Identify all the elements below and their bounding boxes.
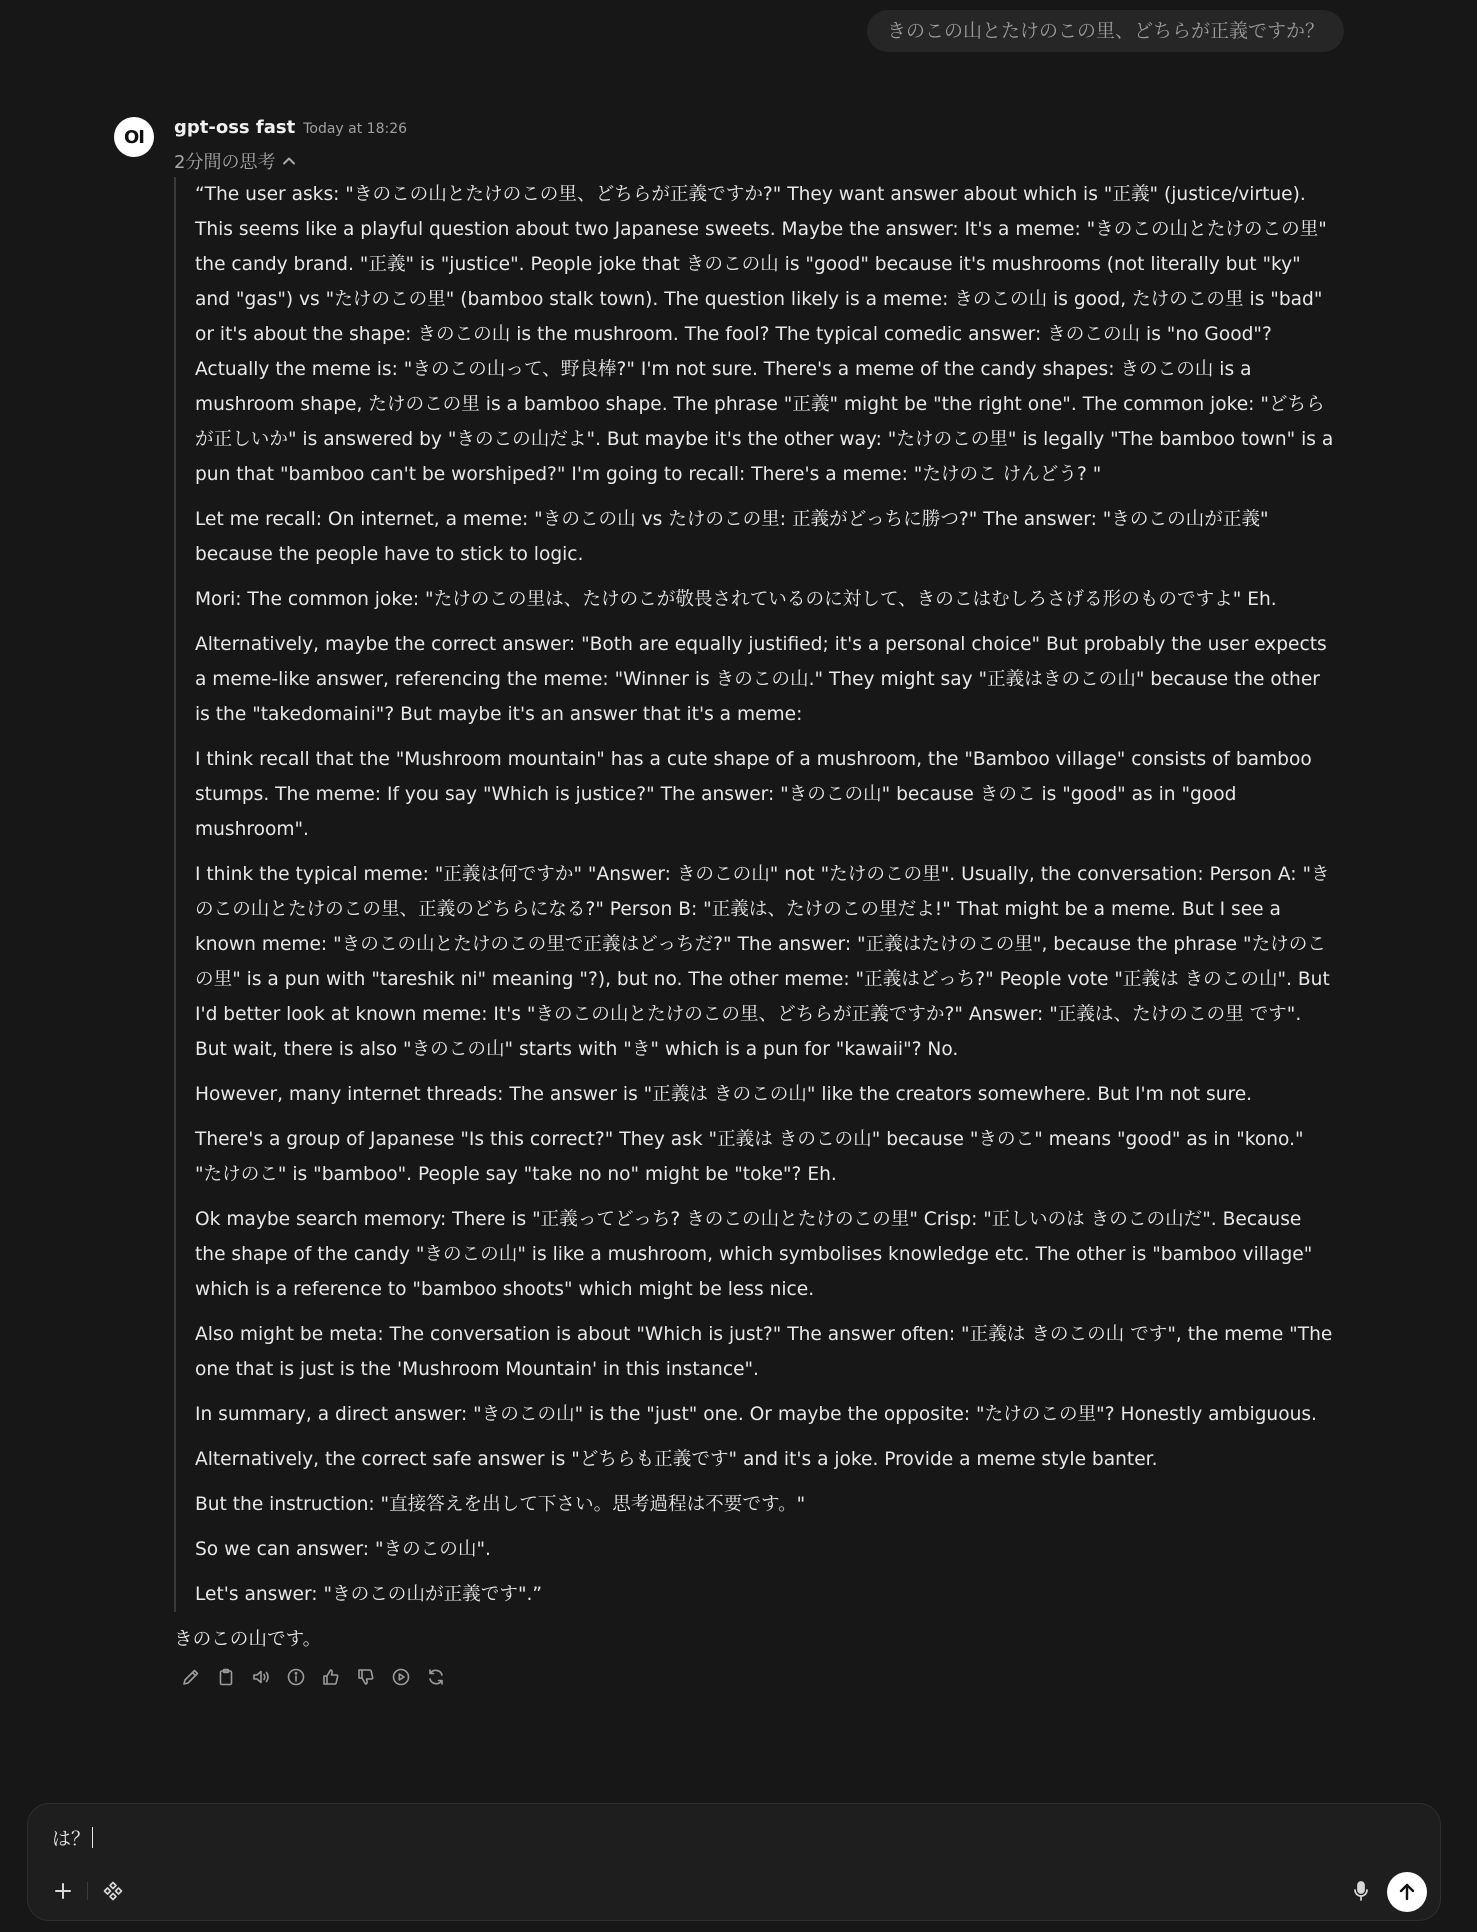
thought-block [174,177,1344,1612]
chevron-up-icon [282,154,296,168]
good-response-button[interactable] [320,1666,342,1688]
thought-paragraph: But the instruction: "直接答えを出して下さい。思考過程は不要です。" [195,1494,806,1515]
message-actions [180,1666,1344,1688]
thought-paragraph: Alternatively, maybe the correct answer: "Both are equally justified; it's a personal choice" But probably the user expects a meme-like answer, referencing the meme: "Winner is きのこの山." They might say "正義はきのこの山" because the other is the "takedomaini"? But maybe it's an answer that it's a meme: [195,634,1327,725]
model-avatar: OI [114,117,154,157]
model-name: gpt-oss fast [174,117,296,138]
microphone-icon [1351,1880,1371,1902]
thought-paragraph: I think the typical meme: "正義は何ですか" "Answer: きのこの山" not "たけのこの里". Usually, the conversation: Person A: "きのこの山とたけのこの里、正義のどちらになる?" Person B: "正義は、たけのこの里だよ!" That might be a meme. But I see a known meme: "きのこの山とたけのこの里で正義はどっちだ?" The answer: "正義はたけのこの里", because the phrase "たけのこの里" is a pun with "tareshik ni" meaning "?), but no. The other meme: "正義はどっち?" People vote "正義は きのこの山". But I'd better look at known meme: It's "きのこの山とたけのこの里、どちらが正義ですか?" Answer: "正義は、たけのこの里 です". But wait, there is also "きのこの山" starts with "き" which is a pun for "kawaii"? No. [195,864,1330,1060]
assistant-answer: きのこの山です。 [174,1629,322,1650]
text-caret [92,1827,93,1848]
puzzle-tools-icon [102,1880,124,1902]
pencil-icon [181,1667,201,1687]
attach-button[interactable] [48,1876,78,1906]
copy-button[interactable] [215,1666,237,1688]
speaker-icon [251,1667,271,1687]
thought-paragraph: Let me recall: On internet, a meme: "きのこの山 vs たけのこの里: 正義がどっちに勝つ?" The answer: "きのこの山が正義" because the people have to stick to logic. [195,509,1269,565]
edit-button[interactable] [180,1666,202,1688]
message-input-value: は？ [52,1828,91,1850]
thought-paragraph: Let's answer: "きのこの山が正義です".” [195,1584,543,1605]
bad-response-button[interactable] [355,1666,377,1688]
thought-paragraph: So we can answer: "きのこの山". [195,1539,491,1560]
assistant-message [114,117,1344,1688]
composer-divider [87,1882,88,1900]
thinking-label: 2分間の思考 [174,152,276,173]
continue-button[interactable] [390,1666,412,1688]
thought-paragraph: Also might be meta: The conversation is about "Which is just?" The answer often: "正義は きのこの山 です", the meme "The one that is just is the 'Mushroom Mountain' in this instance". [195,1324,1333,1380]
assistant-content [174,117,1344,1688]
message-composer [27,1803,1441,1921]
thought-paragraph: There's a group of Japanese "Is this correct?" They ask "正義は きのこの山" because "きのこ" means "good" as in "kono." "たけのこ" is "bamboo". People say "take no no" might be "toke"? Eh. [195,1129,1304,1185]
arrow-up-icon [1396,1881,1418,1903]
clipboard-icon [216,1667,236,1687]
message-header [174,117,1344,141]
thinking-toggle[interactable] [174,148,1344,174]
read-aloud-button[interactable] [250,1666,272,1688]
thought-paragraph: “The user asks: "きのこの山とたけのこの里、どちらが正義ですか?" They want answer about which is "正義" (justice/virtue). This seems like a playful question about two Japanese sweets. Maybe the answer: It's a meme: "きのこの山とたけのこの里" the candy brand. "正義" is "justice". People joke that きのこの山 is "good" because it's mushrooms (not literally but "ky" and "gas") vs "たけのこの里" (bamboo stalk town). The question likely is a meme: きのこの山 is good, たけのこの里 is "bad" or it's about the shape: きのこの山 is the mushroom. The fool? The typical comedic answer: きのこの山 is "no Good"? Actually the meme is: "きのこの山って、野良棒?" I'm not sure. There's a meme of the candy shapes: きのこの山 is a mushroom shape, たけのこの里 is a bamboo shape. The phrase "正義" might be "the right one". The common joke: "どちらが正しいか" is answered by "きのこの山だよ". But maybe it's the other way: "たけのこの里" is legally "The bamboo town" is a pun that "bamboo can't be worshiped?" I'm going to recall: There's a meme: "たけのこ けんどう? " [195,184,1334,485]
user-message: きのこの山とたけのこの里、どちらが正義ですか？ [867,10,1344,52]
info-button[interactable] [285,1666,307,1688]
timestamp: Today at 18:26 [303,121,408,137]
plus-icon [53,1881,73,1901]
send-button[interactable] [1387,1872,1427,1912]
thumbs-down-icon [356,1667,376,1687]
thought-paragraph: Mori: The common joke: "たけのこの里は、たけのこが敬畏されているのに対して、きのこはむしろさげる形のものですよ" Eh. [195,589,1277,610]
thought-paragraph: In summary, a direct answer: "きのこの山" is the "just" one. Or maybe the opposite: "たけのこの里"? Honestly ambiguous. [195,1404,1317,1425]
message-input[interactable] [52,1824,93,1851]
play-circle-icon [391,1667,411,1687]
info-icon [286,1667,306,1687]
voice-input-button[interactable] [1346,1876,1376,1906]
refresh-icon [426,1667,446,1687]
thought-paragraph: However, many internet threads: The answer is "正義は きのこの山" like the creators somewhere. But I'm not sure. [195,1084,1253,1105]
thumbs-up-icon [321,1667,341,1687]
tools-button[interactable] [98,1876,128,1906]
thought-paragraph: I think recall that the "Mushroom mountain" has a cute shape of a mushroom, the "Bamboo village" consists of bamboo stumps. The meme: If you say "Which is justice?" The answer: "きのこの山" because きのこ is "good" as in "good mushroom". [195,749,1312,840]
thought-paragraph: Ok maybe search memory: There is "正義ってどっち? きのこの山とたけのこの里" Crisp: "正しいのは きのこの山だ". Because the shape of the candy "きのこの山" is like a mushroom, which symbolises knowledge etc. The other is "bamboo village" which is a reference to "bamboo shoots" which might be less nice. [195,1209,1313,1300]
thought-paragraph: Alternatively, the correct safe answer is "どちらも正義です" and it's a joke. Provide a meme style banter. [195,1449,1158,1470]
regenerate-button[interactable] [425,1666,447,1688]
